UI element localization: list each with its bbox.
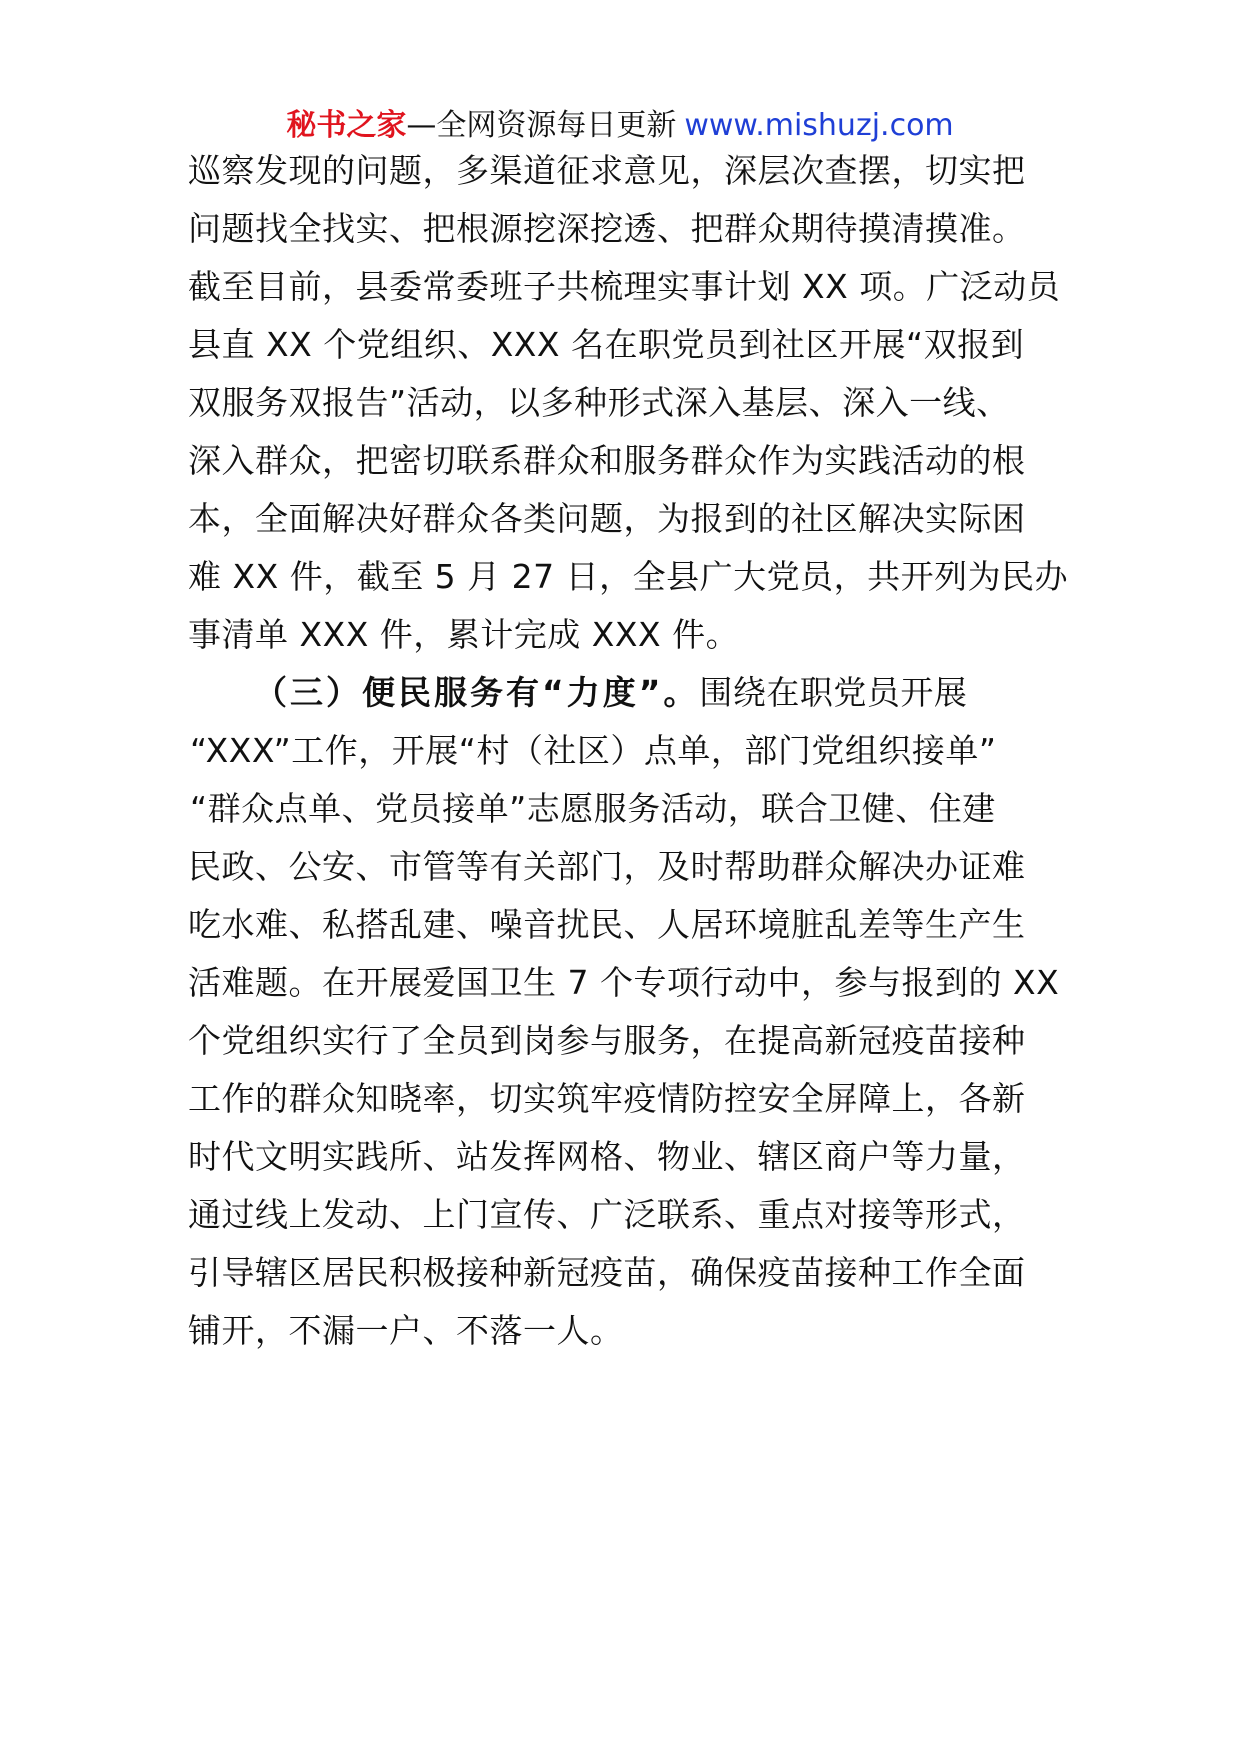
section-line-9: 通过线上发动、上门宣传、广泛联系、重点对接等形式， bbox=[188, 1195, 1026, 1234]
section-line-1: “XXX”工作，开展“村（社区）点单，部门党组织接单” bbox=[190, 731, 997, 770]
body-line-6: 深入群众，把密切联系群众和服务群众作为实践活动的根 bbox=[188, 441, 1026, 480]
section-line-3: 民政、公安、市管等有关部门，及时帮助群众解决办证难 bbox=[188, 847, 1026, 886]
section-line-5: 活难题。在开展爱国卫生 7 个专项行动中，参与报到的 XX bbox=[188, 963, 1060, 1002]
body-line-7: 本，全面解决好群众各类问题，为报到的社区解决实际困 bbox=[188, 499, 1026, 538]
body-line-8: 难 XX 件，截至 5 月 27 日，全县广大党员，共开列为民办 bbox=[188, 557, 1069, 596]
brand-name: 秘书之家 bbox=[286, 108, 407, 143]
header-tagline: —全网资源每日更新 bbox=[406, 108, 677, 143]
section-line-7: 工作的群众知晓率，切实筑牢疫情防控安全屏障上，各新 bbox=[188, 1079, 1026, 1118]
section-first-line-text: 围绕在职党员开展 bbox=[699, 673, 968, 712]
section-heading: （三）便民服务有“力度”。 bbox=[254, 673, 700, 712]
body-line-1: 巡察发现的问题，多渠道征求意见，深层次查摆，切实把 bbox=[188, 151, 1026, 190]
body-line-9: 事清单 XXX 件，累计完成 XXX 件。 bbox=[188, 615, 740, 654]
section-line-10: 引导辖区居民积极接种新冠疫苗，确保疫苗接种工作全面 bbox=[188, 1253, 1026, 1292]
body-line-4: 县直 XX 个党组织、XXX 名在职党员到社区开展“双报到 bbox=[188, 325, 1025, 364]
body-line-2: 问题找全找实、把根源挖深挖透、把群众期待摸清摸准。 bbox=[188, 209, 1026, 248]
site-url-link[interactable]: www.mishuzj.com bbox=[684, 108, 954, 143]
section-first-line bbox=[254, 668, 1134, 718]
body-line-3: 截至目前，县委常委班子共梳理实事计划 XX 项。广泛动员 bbox=[188, 267, 1061, 306]
section-line-8: 时代文明实践所、站发挥网格、物业、辖区商户等力量， bbox=[188, 1137, 1026, 1176]
section-line-11: 铺开，不漏一户、不落一人。 bbox=[188, 1311, 624, 1350]
section-line-6: 个党组织实行了全员到岗参与服务，在提高新冠疫苗接种 bbox=[188, 1021, 1026, 1060]
body-line-5: 双服务双报告”活动，以多种形式深入基层、深入一线、 bbox=[188, 383, 1010, 422]
section-line-4: 吃水难、私搭乱建、噪音扰民、人居环境脏乱差等生产生 bbox=[188, 905, 1026, 944]
section-line-2: “群众点单、党员接单”志愿服务活动，联合卫健、住建 bbox=[190, 789, 996, 828]
